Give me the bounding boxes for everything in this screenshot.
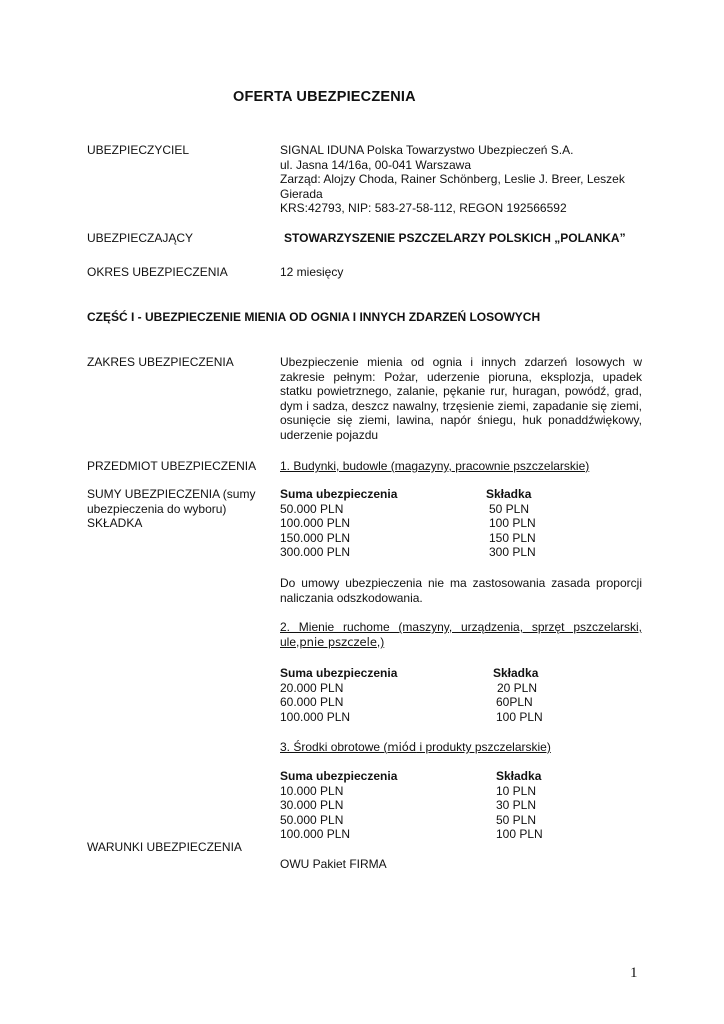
premium-cell: 50 PLN [489, 501, 530, 516]
current-assets-text: 3. Środki obrotowe ( [280, 740, 388, 754]
sum-cell: 100.000 PLN [280, 516, 351, 530]
movable-property-heading [280, 620, 642, 649]
premium-cell: 100 PLN [489, 516, 536, 530]
sum-cell: 20.000 PLN [280, 680, 344, 695]
sums-table-buildings [280, 487, 536, 560]
table-row [280, 516, 536, 531]
col-premium-header: Składka [486, 487, 532, 501]
table-row [280, 710, 543, 725]
sum-cell: 10.000 PLN [280, 783, 344, 798]
table-header [280, 666, 543, 681]
table-row [280, 681, 543, 696]
premium-cell: 10 PLN [496, 783, 537, 798]
insured-name: STOWARZYSZENIE PSZCZELARZY POLSKICH „POLANKA” [284, 231, 626, 245]
insurer-line: Zarząd: Alojzy Choda, Rainer Schönberg, Leslie J. Breer, Leszek [280, 172, 625, 186]
subject-item-1-text: 1. Budynki, budowle (magazyny, pracownie pszczelarskie) [280, 459, 590, 473]
col-sum-header: Suma ubezpieczenia [280, 487, 398, 501]
table-header [280, 769, 543, 784]
document-title: OFERTA UBEZPIECZENIA [233, 89, 416, 105]
current-assets-heading [280, 740, 642, 755]
table-row [280, 798, 543, 813]
premium-cell: 100 PLN [496, 827, 543, 841]
sum-cell: 30.000 PLN [280, 798, 344, 812]
sum-cell: 50.000 PLN [280, 812, 344, 827]
sum-cell: 60.000 PLN [280, 695, 344, 709]
sums-label-line: SUMY UBEZPIECZENIA (sumy [87, 487, 256, 501]
table-row [280, 545, 536, 560]
table-row [280, 784, 543, 799]
sum-cell: 300.000 PLN [280, 545, 351, 559]
premium-cell: 100 PLN [496, 709, 543, 724]
table-row [280, 813, 543, 828]
premium-cell: 150 PLN [489, 530, 536, 545]
col-premium-header: Składka [496, 769, 542, 783]
sum-cell: 100.000 PLN [280, 827, 351, 841]
conditions-label: WARUNKI UBEZPIECZENIA [87, 840, 242, 854]
subject-item-1 [280, 459, 642, 474]
insurer-details [280, 143, 642, 216]
insurer-line: SIGNAL IDUNA Polska Towarzystwo Ubezpieczeń S.A. [280, 143, 574, 157]
table-header [280, 487, 536, 502]
sum-cell: 150.000 PLN [280, 530, 351, 545]
sums-label [87, 487, 262, 531]
table-row [280, 695, 543, 710]
scope-text: Ubezpieczenie mienia od ognia i innych zdarzeń losowych w zakresie pełnym: Pożar, uderzenie pioruna, eksplozja, upadek statku powietrznego, zalanie, pękanie rur, huragan, powódź, grad, dym i sadza, deszcz nawalny, trzęsienie ziemi, zapadanie się ziemi, osunięcie się ziemi, lawina, napór śniegu, huk ponaddźwiękowy, uderzenie pojazdu [280, 355, 642, 442]
insured-label: UBEZPIECZAJĄCY [87, 231, 194, 245]
insurer-line: Gierada [280, 186, 323, 201]
insurer-line: KRS:42793, NIP: 583-27-58-112, REGON 192566592 [280, 201, 567, 215]
col-premium-header: Składka [493, 666, 539, 680]
table-row [280, 531, 536, 546]
premium-cell: 60PLN [496, 695, 533, 709]
movable-property-end: ,) [376, 634, 385, 649]
current-assets-honey: miód [387, 740, 417, 754]
premium-cell: 20 PLN [497, 680, 538, 695]
col-sum-header: Suma ubezpieczenia [280, 666, 398, 680]
current-assets-end: i produkty pszczelarskie) [416, 740, 551, 754]
movable-property-text: 2. Mienie ruchome (maszyny, urządzenia, sprzęt pszczelarski, ule, [280, 620, 642, 649]
col-sum-header: Suma ubezpieczenia [280, 769, 398, 783]
sums-label-line: ubezpieczenia do wyboru) [87, 501, 227, 516]
sums-table-movable [280, 666, 543, 724]
sums-label-line: SKŁADKA [87, 516, 143, 530]
sum-cell: 100.000 PLN [280, 709, 351, 724]
insurer-label: UBEZPIECZYCIEL [87, 143, 190, 157]
table-row [280, 502, 536, 517]
movable-property-hives: pnie pszczele [299, 634, 377, 649]
insurer-line: ul. Jasna 14/16a, 00-041 Warszawa [280, 157, 471, 172]
sum-cell: 50.000 PLN [280, 501, 344, 516]
period-label: OKRES UBEZPIECZENIA [87, 265, 228, 279]
proportion-note: Do umowy ubezpieczenia nie ma zastosowania zasada proporcji naliczania odszkodowania. [280, 576, 642, 605]
premium-cell: 30 PLN [496, 798, 537, 812]
subject-label: PRZEDMIOT UBEZPIECZENIA [87, 459, 257, 473]
premium-cell: 50 PLN [496, 812, 537, 827]
sums-table-current-assets [280, 769, 543, 842]
page-number: 1 [630, 965, 638, 981]
section-1-title: CZĘŚĆ I - UBEZPIECZENIE MIENIA OD OGNIA I INNYCH ZDARZEŃ LOSOWYCH [87, 310, 541, 324]
premium-cell: 300 PLN [489, 545, 536, 559]
table-row [280, 827, 543, 842]
conditions-value: OWU Pakiet FIRMA [280, 857, 387, 871]
period-value: 12 miesięcy [280, 265, 344, 279]
scope-label: ZAKRES UBEZPIECZENIA [87, 355, 234, 369]
